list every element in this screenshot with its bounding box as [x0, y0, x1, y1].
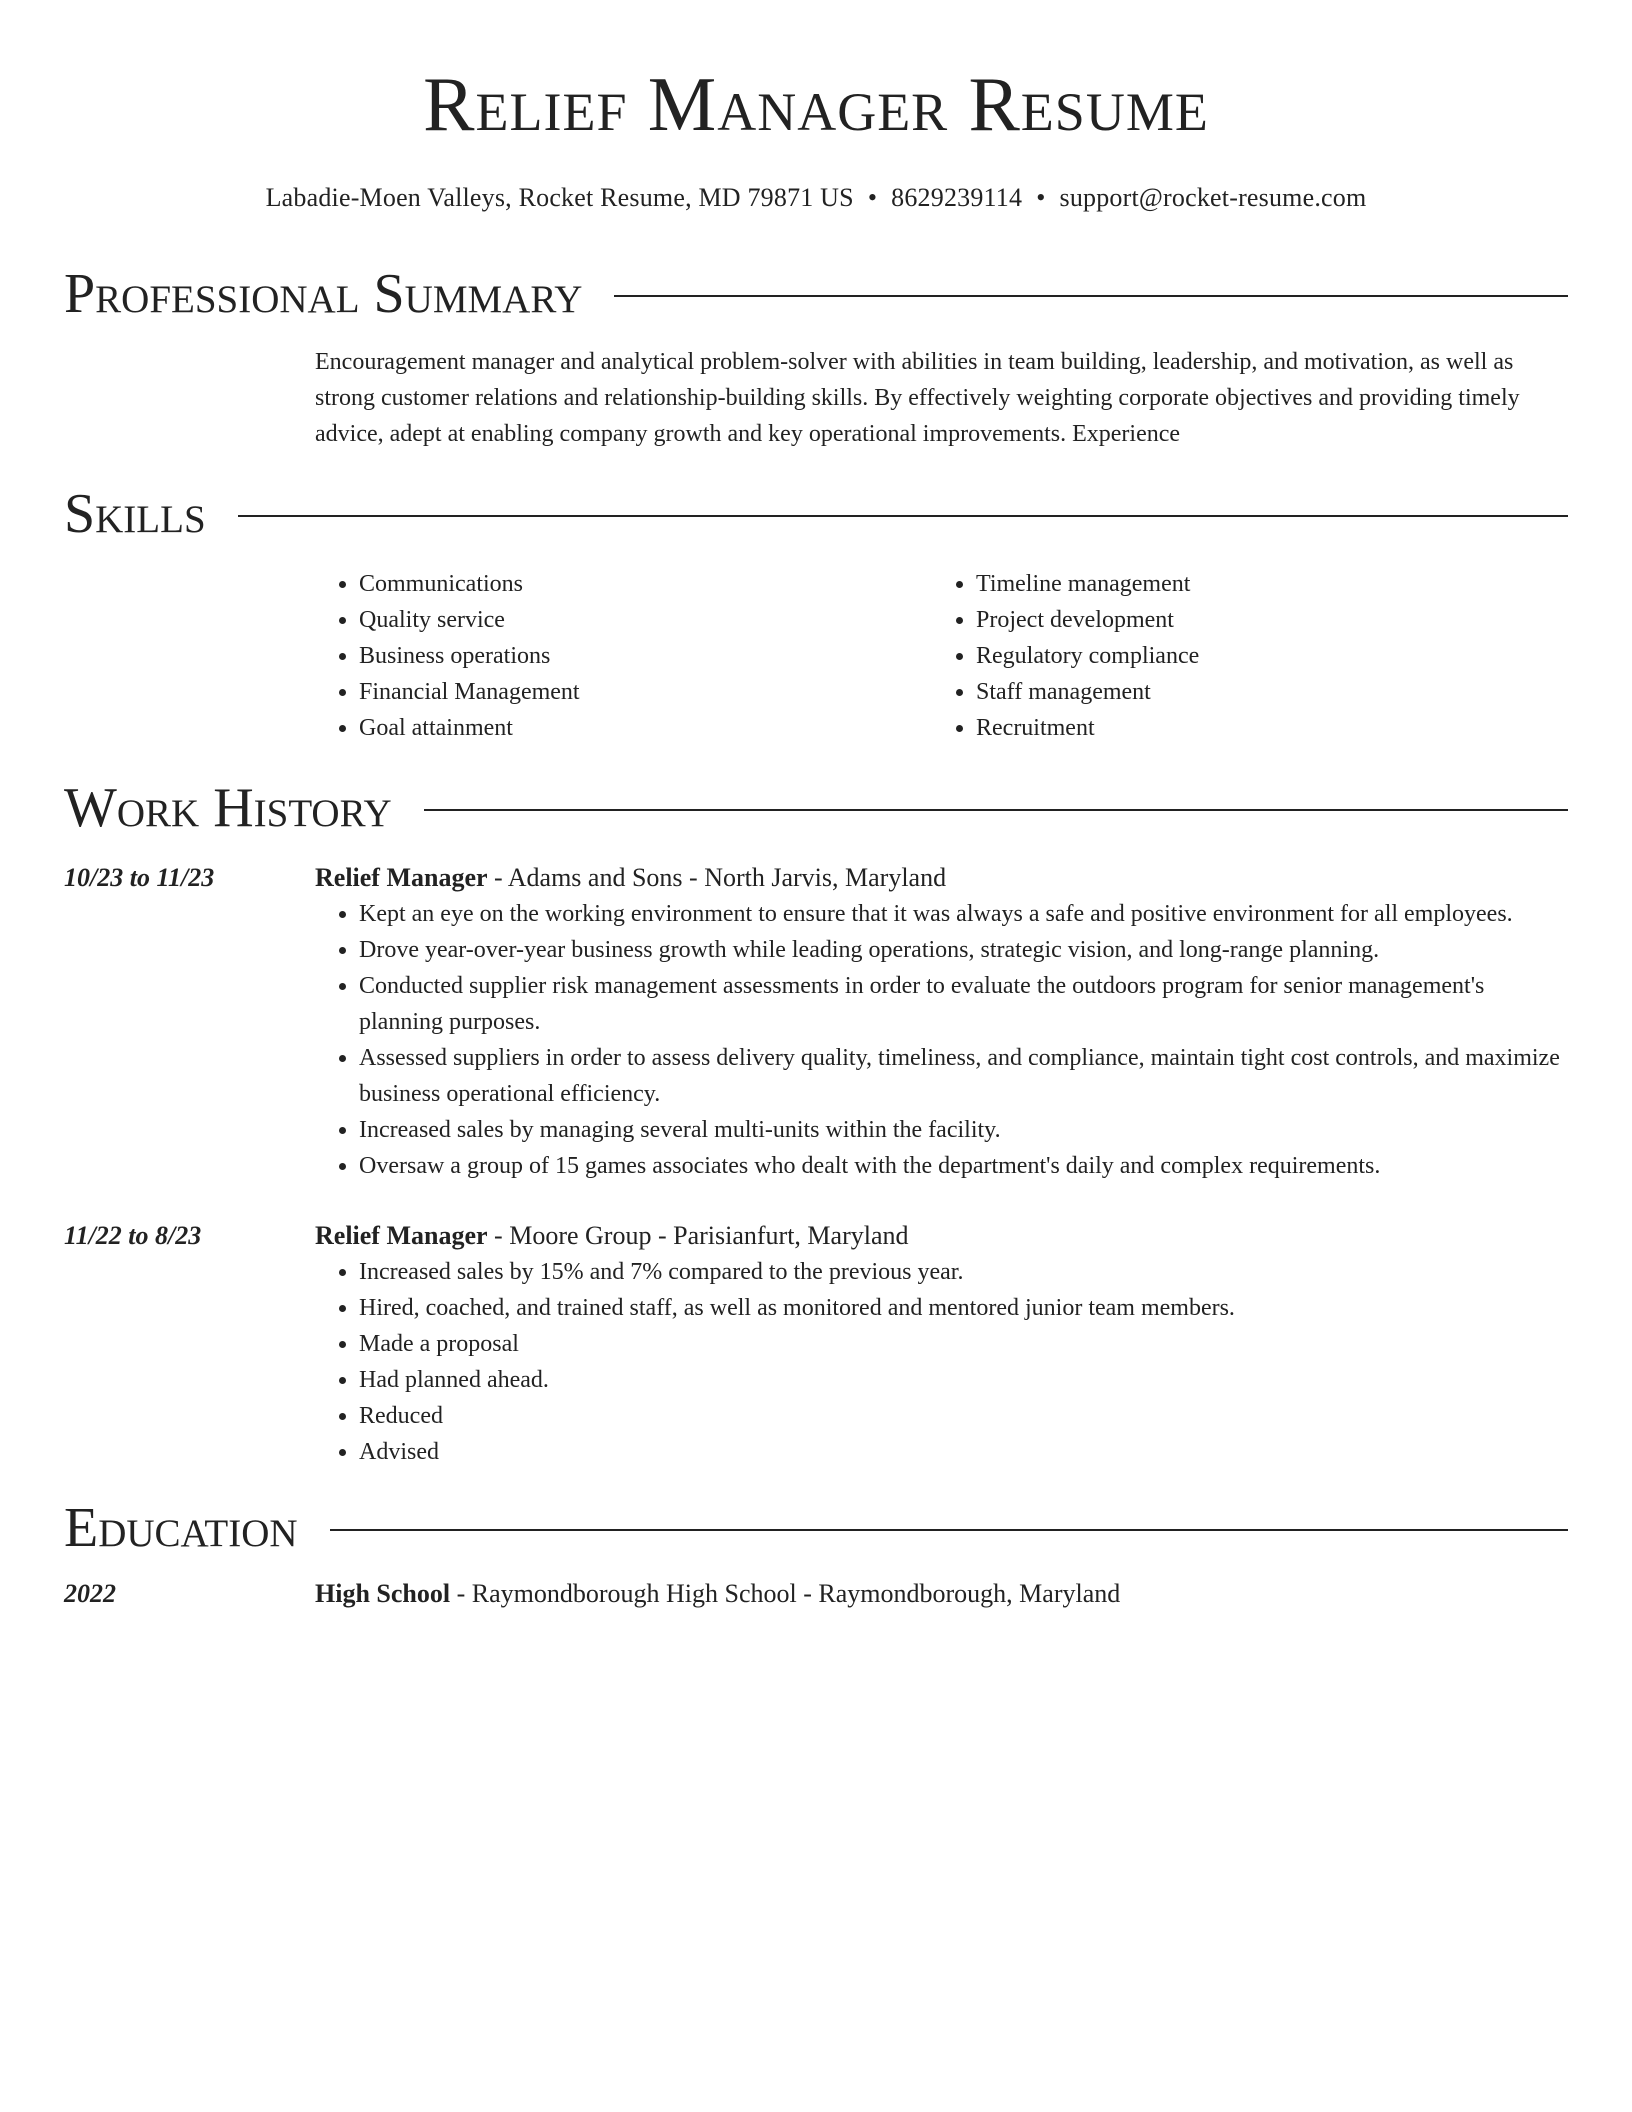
skills-column-right: [932, 566, 1549, 746]
skill-item: • Goal attainment: [359, 710, 932, 746]
skills-list-right: [932, 566, 1549, 746]
skills-header: [64, 480, 1568, 548]
skill-item: • Project development: [976, 602, 1549, 638]
contact-separator: •: [1036, 183, 1046, 212]
job-bullets: [315, 896, 1568, 1184]
contact-email: support@rocket-resume.com: [1059, 183, 1367, 212]
education-body: [315, 1576, 1568, 1612]
skills-grid: [315, 566, 1568, 746]
section-divider: [614, 295, 1568, 297]
section-divider: [330, 1529, 1568, 1531]
skill-item: • Recruitment: [976, 710, 1549, 746]
summary-title: Professional Summary: [64, 263, 583, 325]
job-bullet: • Made a proposal: [359, 1326, 1568, 1362]
job-bullets: [315, 1254, 1568, 1470]
job-details: - Moore Group - Parisianfurt, Maryland: [487, 1221, 909, 1250]
job-body: [315, 860, 1568, 1184]
skill-item: • Financial Management: [359, 674, 932, 710]
work-history-section: [64, 774, 1568, 1470]
education-entry: [64, 1576, 1568, 1612]
skill-item: • Communications: [359, 566, 932, 602]
skills-title: Skills: [64, 483, 206, 545]
contact-line: [64, 182, 1568, 214]
job-bullet: • Hired, coached, and trained staff, as well as monitored and mentored junior team members.: [359, 1290, 1568, 1326]
job-bullet: • Kept an eye on the working environment to ensure that it was always a safe and positive environment for all employees.: [359, 896, 1568, 932]
job-bullet: • Conducted supplier risk management assessments in order to evaluate the outdoors program for senior management's planning purposes.: [359, 968, 1568, 1040]
job-role: Relief Manager: [315, 1221, 488, 1250]
education-header: [64, 1494, 1568, 1562]
job-bullet: • Advised: [359, 1434, 1568, 1470]
work-history-title: Work History: [64, 777, 392, 839]
skills-section: [64, 480, 1568, 746]
job-bullet: • Assessed suppliers in order to assess delivery quality, timeliness, and compliance, maintain tight cost controls, and maximize business operational efficiency.: [359, 1040, 1568, 1112]
job-bullet: • Increased sales by managing several multi-units within the facility.: [359, 1112, 1568, 1148]
job-heading: [315, 1218, 1568, 1254]
summary-section: [64, 260, 1568, 452]
education-heading: [315, 1576, 1568, 1612]
section-divider: [424, 809, 1568, 811]
contact-address: Labadie-Moen Valleys, Rocket Resume, MD 79871 US: [265, 183, 854, 212]
resume-title: Relief Manager Resume: [423, 61, 1209, 147]
skill-item: • Quality service: [359, 602, 932, 638]
education-degree: High School: [315, 1579, 451, 1608]
job-bullet: • Reduced: [359, 1398, 1568, 1434]
job-bullet: • Increased sales by 15% and 7% compared to the previous year.: [359, 1254, 1568, 1290]
job-bullet: • Drove year-over-year business growth while leading operations, strategic vision, and long-range planning.: [359, 932, 1568, 968]
education-details: - Raymondborough High School - Raymondborough, Maryland: [450, 1579, 1121, 1608]
contact-phone: 8629239114: [891, 183, 1023, 212]
job-dates: 11/22 to 8/23: [64, 1221, 202, 1250]
skills-list-left: [315, 566, 932, 746]
education-date: 2022: [64, 1579, 116, 1608]
summary-text: Encouragement manager and analytical problem-solver with abilities in team building, leadership, and motivation, as well as strong customer relations and relationship-building skills. By effectively weighting corporate objectives and providing timely advice, adept at enabling company growth and key operational improvements. Experience: [315, 349, 1520, 447]
job-dates: 10/23 to 11/23: [64, 863, 215, 892]
skill-item: • Regulatory compliance: [976, 638, 1549, 674]
work-history-header: [64, 774, 1568, 842]
education-title: Education: [64, 1497, 298, 1559]
skill-item: • Staff management: [976, 674, 1549, 710]
job-body: [315, 1218, 1568, 1470]
job-bullet: • Oversaw a group of 15 games associates who dealt with the department's daily and complex requirements.: [359, 1148, 1568, 1184]
education-section: [64, 1494, 1568, 1612]
job-details: - Adams and Sons - North Jarvis, Maryland: [487, 863, 947, 892]
skill-item: • Business operations: [359, 638, 932, 674]
job-entry: [64, 1218, 1568, 1470]
job-heading: [315, 860, 1568, 896]
job-entry: [64, 860, 1568, 1184]
job-role: Relief Manager: [315, 863, 488, 892]
job-bullet: • Had planned ahead.: [359, 1362, 1568, 1398]
skill-item: • Timeline management: [976, 566, 1549, 602]
skills-column-left: [315, 566, 932, 746]
section-divider: [238, 515, 1568, 517]
contact-separator: •: [867, 183, 878, 212]
summary-header: [64, 260, 1568, 328]
